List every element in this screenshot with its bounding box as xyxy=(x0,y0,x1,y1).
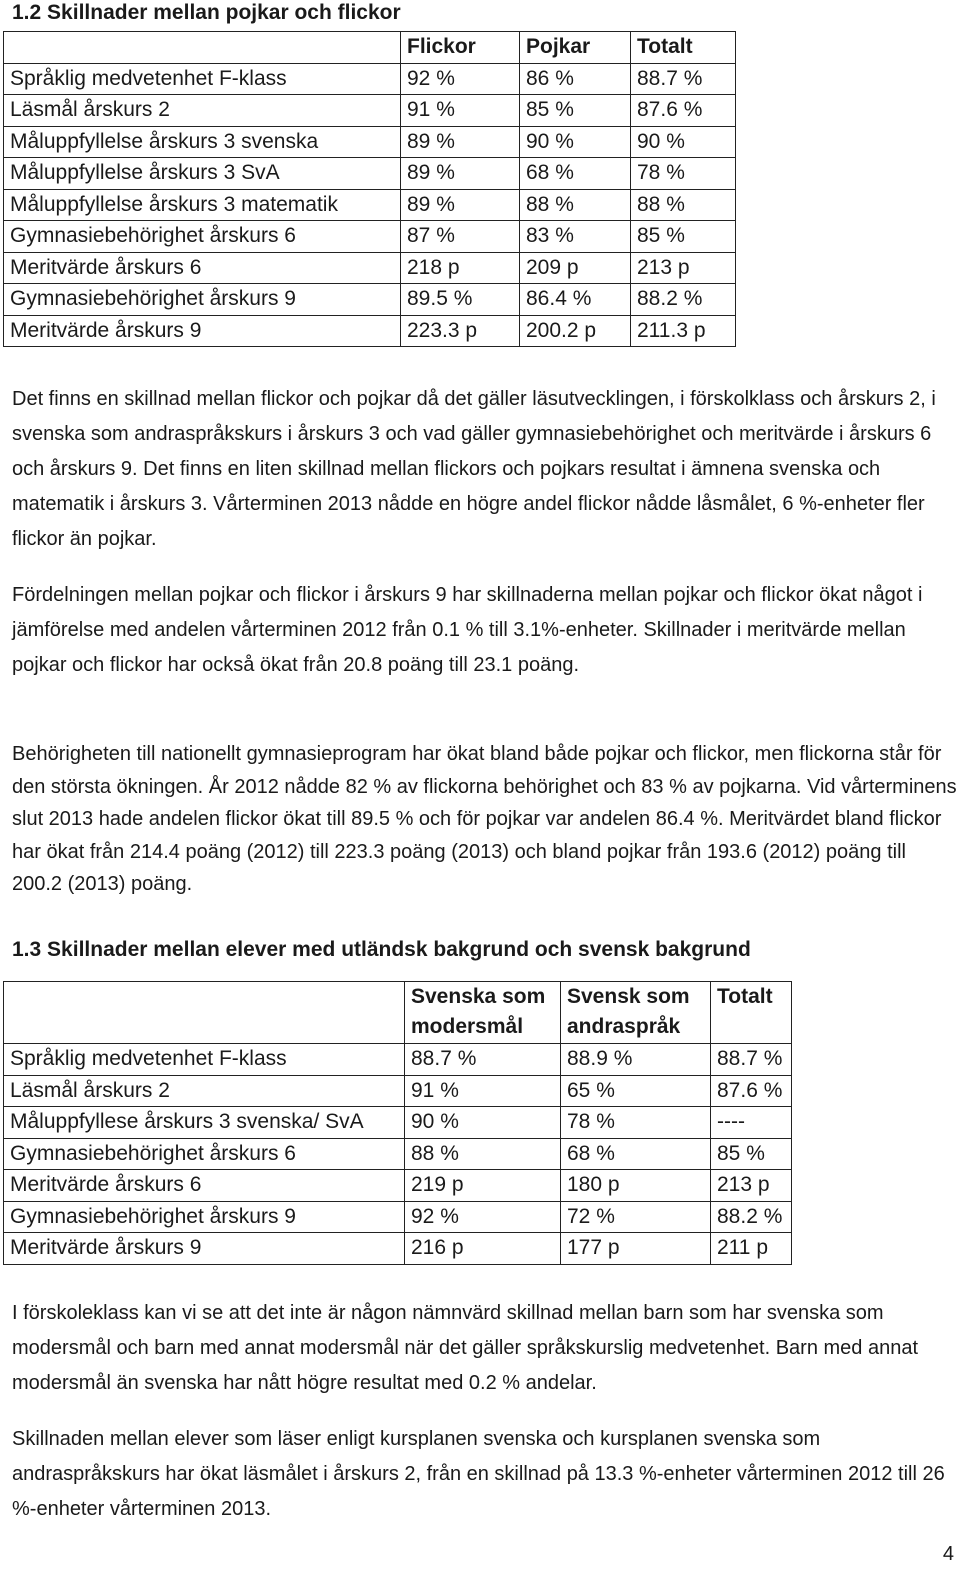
paragraph: Det finns en skillnad mellan flickor och pojkar då det gäller läsutvecklingen, i förskolklass och årskurs 2, i svenska som andraspråkskurs i årskurs 3 och vad gäller gymnasiebehörighet och meritvärde i årskurs 6 och årskurs 9. Det finns en liten skillnad mellan flickors och pojkars resultat i ämnena svenska och matematik i årskurs 3. Vårterminen 2013 nådde en högre andel flickor nådde låsmålet, 6 %-enheter fler flickor än pojkar. xyxy=(12,388,936,550)
section-title: Skillnader mellan elever med utländsk bakgrund och svensk bakgrund xyxy=(47,938,751,961)
section-number: 1.3 xyxy=(12,938,42,961)
value-cell: 86.4 % xyxy=(520,284,631,316)
value-cell: 91 % xyxy=(405,1075,561,1107)
value-cell: 88.9 % xyxy=(561,1044,711,1076)
value-cell: 92 % xyxy=(401,63,520,95)
value-cell: 88.2 % xyxy=(631,284,736,316)
value-cell: 87.6 % xyxy=(631,95,736,127)
table-header-row xyxy=(4,32,736,64)
table-row xyxy=(4,1107,792,1139)
paragraph: Fördelningen mellan pojkar och flickor i årskurs 9 har skillnaderna mellan pojkar och flickor ökat något i jämförelse med andelen vårterminen 2012 från 0.1 % till 3.1%-enheter. Skillnader i meritvärde mellan pojkar och flickor har också ökat från 20.8 poäng till 23.1 poäng. xyxy=(12,584,923,676)
table-row xyxy=(4,1201,792,1233)
section-title: Skillnader mellan pojkar och flickor xyxy=(47,1,401,24)
value-cell: 89.5 % xyxy=(401,284,520,316)
table-row xyxy=(4,189,736,221)
value-cell: 72 % xyxy=(561,1201,711,1233)
table-row xyxy=(4,1170,792,1202)
section-heading-1-3 xyxy=(12,938,751,962)
value-cell: 211.3 p xyxy=(631,315,736,347)
value-cell: ---- xyxy=(711,1107,792,1139)
row-label-cell: Måluppfyllese årskurs 3 svenska/ SvA xyxy=(4,1107,405,1139)
row-label-cell: Gymnasiebehörighet årskurs 9 xyxy=(4,1201,405,1233)
table-row xyxy=(4,284,736,316)
table-header-cell: Svensk som andraspråk xyxy=(561,982,711,1044)
value-cell: 78 % xyxy=(561,1107,711,1139)
value-cell: 86 % xyxy=(520,63,631,95)
row-label-cell: Läsmål årskurs 2 xyxy=(4,1075,405,1107)
value-cell: 78 % xyxy=(631,158,736,190)
value-cell: 211 p xyxy=(711,1233,792,1265)
value-cell: 85 % xyxy=(520,95,631,127)
value-cell: 88.2 % xyxy=(711,1201,792,1233)
value-cell: 216 p xyxy=(405,1233,561,1265)
row-label-cell: Måluppfyllelse årskurs 3 SvA xyxy=(4,158,401,190)
section-heading-1-2 xyxy=(12,1,401,25)
page-number: 4 xyxy=(942,1543,954,1565)
value-cell: 89 % xyxy=(401,158,520,190)
value-cell: 180 p xyxy=(561,1170,711,1202)
row-label-cell: Språklig medvetenhet F-klass xyxy=(4,1044,405,1076)
value-cell: 90 % xyxy=(520,126,631,158)
table-header-cell xyxy=(4,32,401,64)
section-number: 1.2 xyxy=(12,1,42,24)
value-cell: 68 % xyxy=(561,1138,711,1170)
value-cell: 87 % xyxy=(401,221,520,253)
table-row xyxy=(4,1138,792,1170)
value-cell: 83 % xyxy=(520,221,631,253)
row-label-cell: Gymnasiebehörighet årskurs 6 xyxy=(4,221,401,253)
value-cell: 68 % xyxy=(520,158,631,190)
table-header-cell: Totalt xyxy=(711,982,792,1044)
table-row xyxy=(4,1233,792,1265)
value-cell: 88.7 % xyxy=(405,1044,561,1076)
gender-results-table xyxy=(3,31,736,347)
row-label-cell: Gymnasiebehörighet årskurs 6 xyxy=(4,1138,405,1170)
value-cell: 88 % xyxy=(520,189,631,221)
value-cell: 88.7 % xyxy=(631,63,736,95)
value-cell: 213 p xyxy=(631,252,736,284)
row-label-cell: Meritvärde årskurs 6 xyxy=(4,252,401,284)
row-label-cell: Läsmål årskurs 2 xyxy=(4,95,401,127)
value-cell: 89 % xyxy=(401,126,520,158)
row-label-cell: Meritvärde årskurs 9 xyxy=(4,1233,405,1265)
value-cell: 91 % xyxy=(401,95,520,127)
row-label-cell: Gymnasiebehörighet årskurs 9 xyxy=(4,284,401,316)
value-cell: 209 p xyxy=(520,252,631,284)
value-cell: 90 % xyxy=(631,126,736,158)
value-cell: 213 p xyxy=(711,1170,792,1202)
table-header-cell: Pojkar xyxy=(520,32,631,64)
value-cell: 88 % xyxy=(631,189,736,221)
table-row xyxy=(4,1075,792,1107)
row-label-cell: Meritvärde årskurs 6 xyxy=(4,1170,405,1202)
value-cell: 200.2 p xyxy=(520,315,631,347)
value-cell: 219 p xyxy=(405,1170,561,1202)
table-header-row xyxy=(4,982,792,1044)
table-row xyxy=(4,1044,792,1076)
table-row xyxy=(4,252,736,284)
value-cell: 223.3 p xyxy=(401,315,520,347)
background-results-table xyxy=(3,981,792,1265)
paragraph: Behörigheten till nationellt gymnasieprogram har ökat bland både pojkar och flickor, men flickorna står för den största ökningen. År 2012 nådde 82 % av flickorna behörighet och 83 % av pojkarna. Vid vårterminens slut 2013 hade andelen flickor ökat till 89.5 % och för pojkar var andelen 86.4 %. Meritvärdet bland flickor har ökat från 214.4 poäng (2012) till 223.3 poäng (2013) och bland pojkar från 193.6 (2012) poäng till 200.2 (2013) poäng. xyxy=(12,743,957,895)
value-cell: 88.7 % xyxy=(711,1044,792,1076)
value-cell: 89 % xyxy=(401,189,520,221)
value-cell: 85 % xyxy=(631,221,736,253)
value-cell: 85 % xyxy=(711,1138,792,1170)
value-cell: 92 % xyxy=(405,1201,561,1233)
value-cell: 88 % xyxy=(405,1138,561,1170)
row-label-cell: Meritvärde årskurs 9 xyxy=(4,315,401,347)
value-cell: 90 % xyxy=(405,1107,561,1139)
paragraph: Skillnaden mellan elever som läser enligt kursplanen svenska och kursplanen svenska som andraspråkskurs har ökat läsmålet i årskurs 2, från en skillnad på 13.3 %-enheter vårterminen 2012 till 26 %-enheter vårterminen 2013. xyxy=(12,1428,945,1520)
row-label-cell: Måluppfyllelse årskurs 3 matematik xyxy=(4,189,401,221)
table-row xyxy=(4,158,736,190)
table-row xyxy=(4,126,736,158)
row-label-cell: Språklig medvetenhet F-klass xyxy=(4,63,401,95)
value-cell: 87.6 % xyxy=(711,1075,792,1107)
table-row xyxy=(4,63,736,95)
table-row xyxy=(4,315,736,347)
row-label-cell: Måluppfyllelse årskurs 3 svenska xyxy=(4,126,401,158)
value-cell: 218 p xyxy=(401,252,520,284)
table-row xyxy=(4,95,736,127)
paragraph: I förskoleklass kan vi se att det inte är någon nämnvärd skillnad mellan barn som har svenska som modersmål och barn med annat modersmål när det gäller språkskurslig medvetenhet. Barn med annat modersmål än svenska har nått högre resultat med 0.2 % andelar. xyxy=(12,1302,919,1394)
table-header-cell xyxy=(4,982,405,1044)
table-header-cell: Svenska som modersmål xyxy=(405,982,561,1044)
table-header-cell: Totalt xyxy=(631,32,736,64)
value-cell: 177 p xyxy=(561,1233,711,1265)
value-cell: 65 % xyxy=(561,1075,711,1107)
table-header-cell: Flickor xyxy=(401,32,520,64)
table-row xyxy=(4,221,736,253)
